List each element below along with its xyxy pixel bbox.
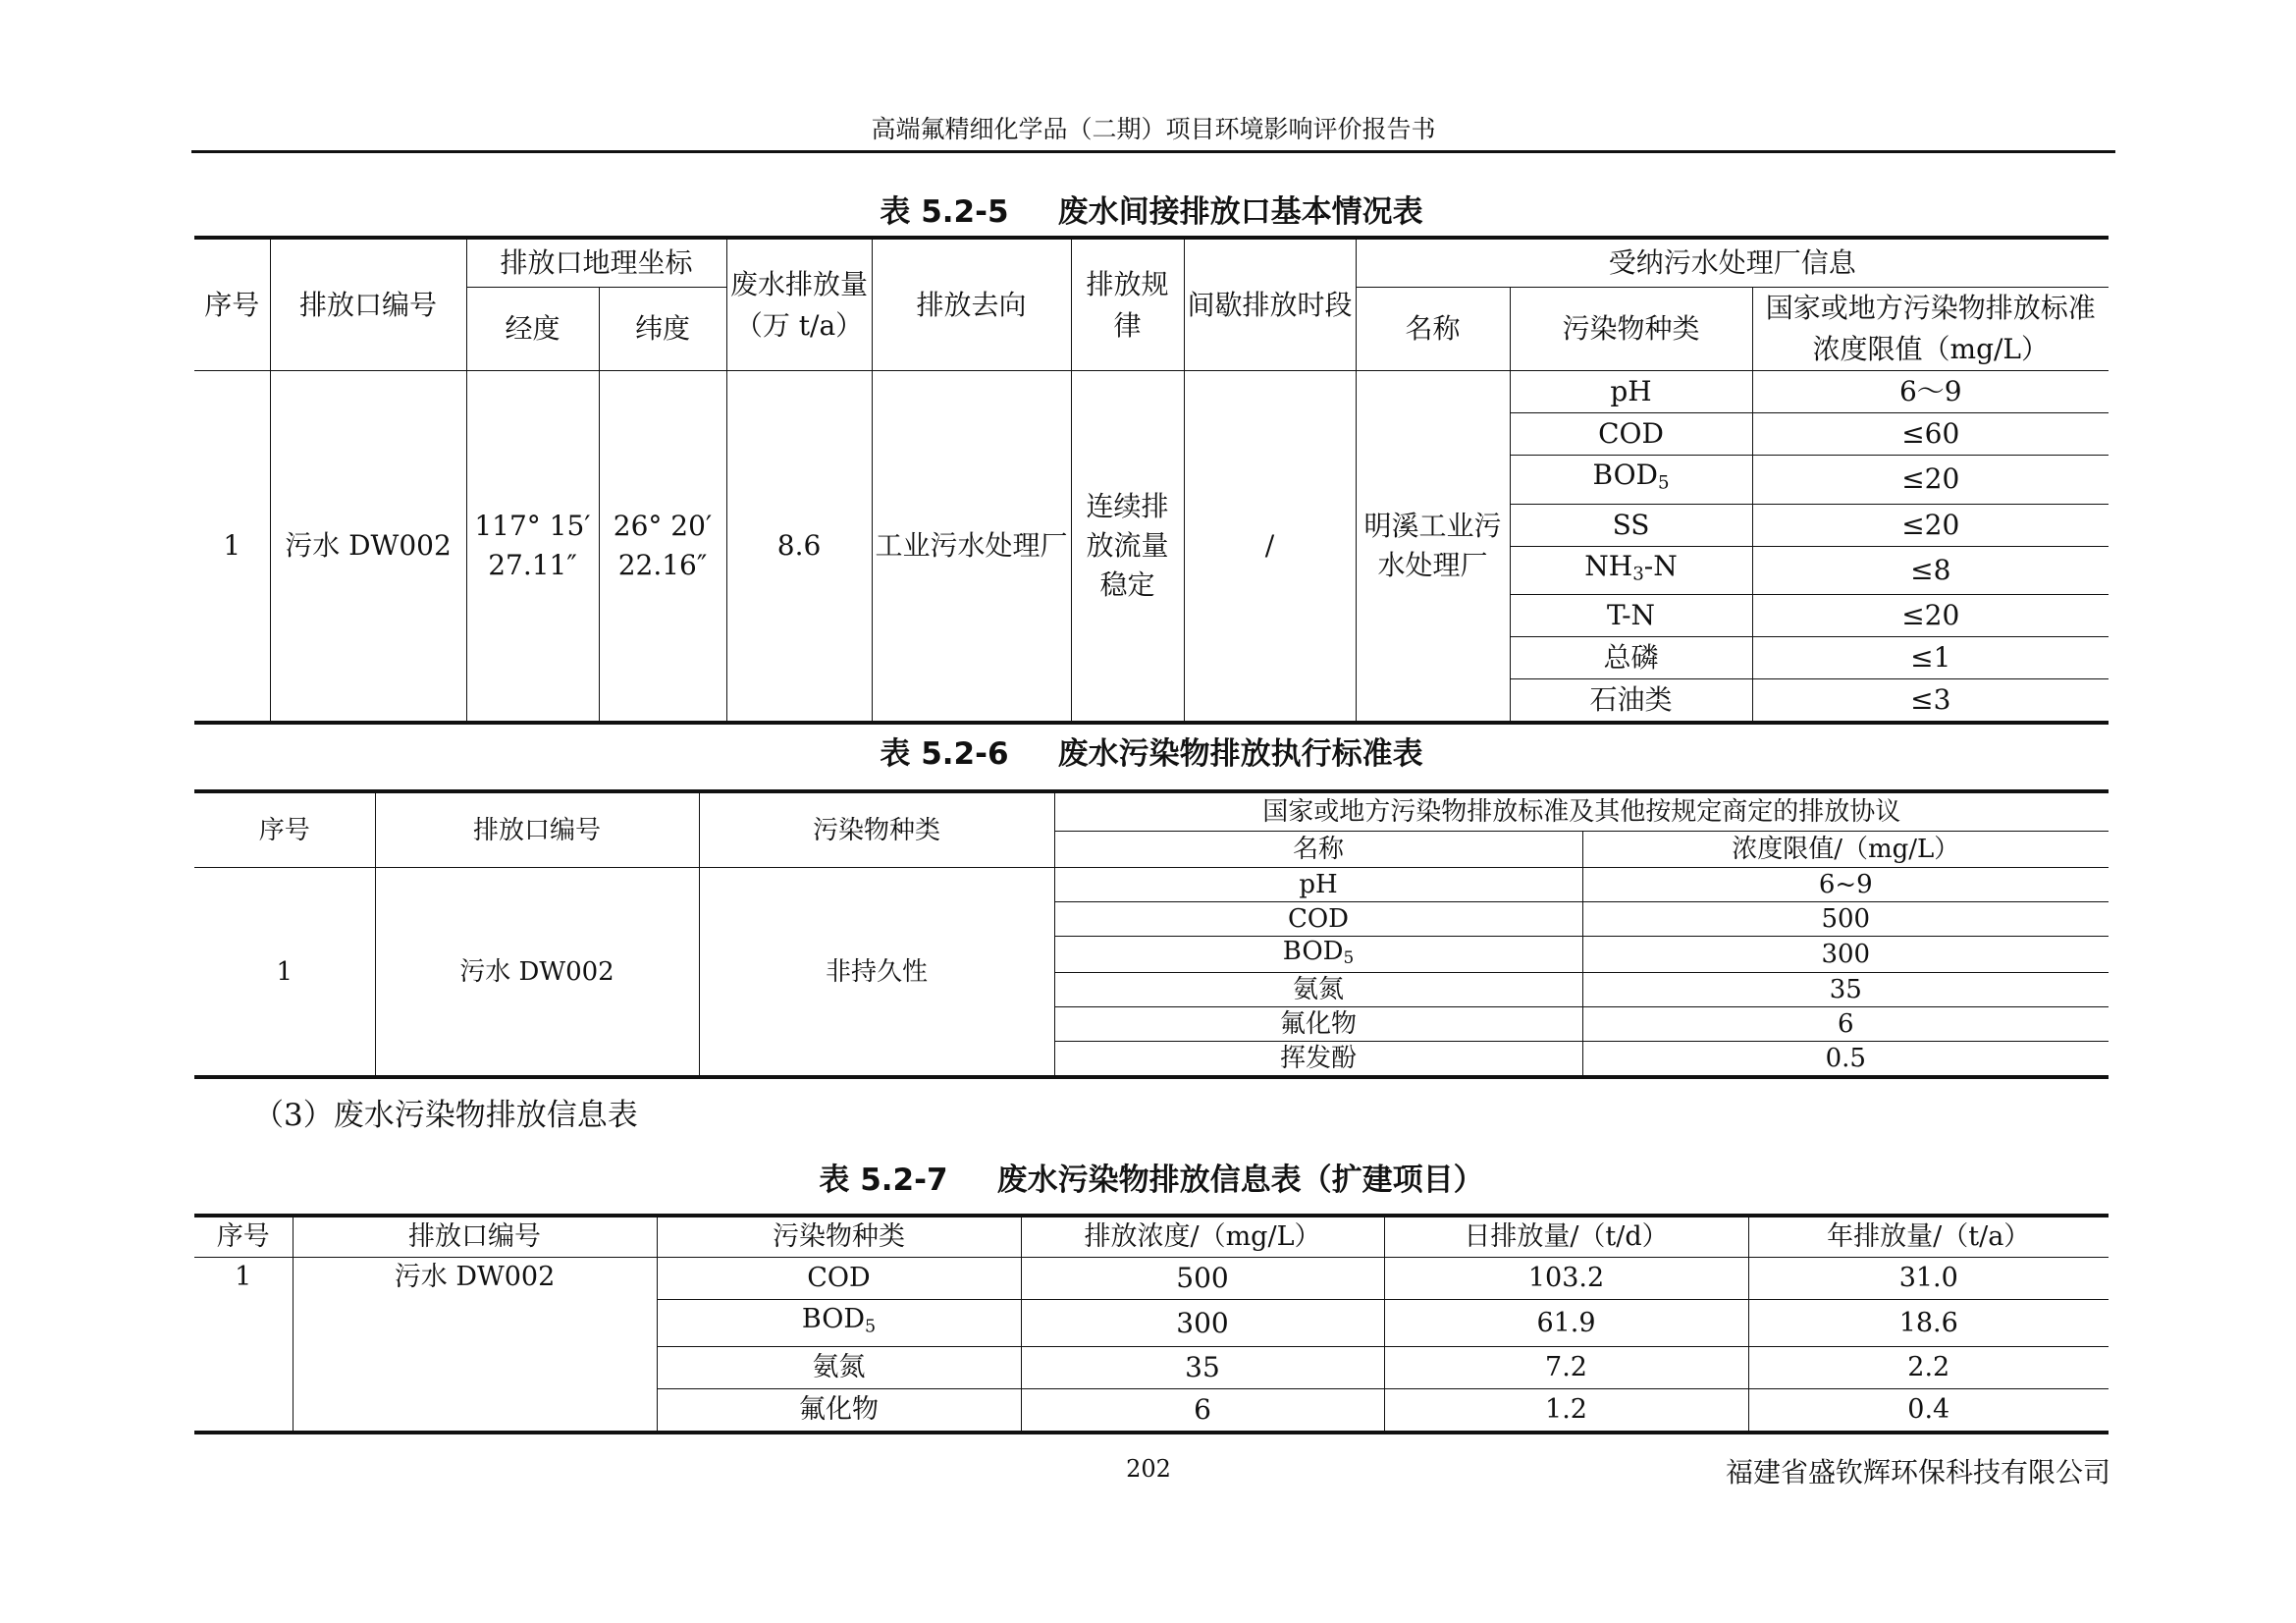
- header-pollutant: 污染物种类: [1510, 288, 1752, 371]
- header-intermittent: 间歇排放时段: [1184, 238, 1356, 371]
- cell-daily: 1.2: [1384, 1389, 1748, 1434]
- header-volume: 废水排放量（万 t/a）: [726, 238, 872, 371]
- header-pollutant-type: 污染物种类: [699, 791, 1054, 868]
- cell-limit: 500: [1582, 902, 2109, 937]
- header-longitude: 经度: [466, 288, 599, 371]
- table3-caption-number: 表 5.2-7: [819, 1163, 948, 1198]
- cell-pollutant: 总磷: [1510, 637, 1752, 679]
- cell-pollutant: COD: [657, 1258, 1021, 1300]
- cell-pollutant: COD: [1510, 413, 1752, 456]
- cell-annual: 0.4: [1748, 1389, 2109, 1434]
- cell-pollutant: SS: [1510, 504, 1752, 546]
- table1-caption: [194, 192, 2109, 232]
- cell-limit: ≤60: [1752, 413, 2109, 456]
- cell-annual: 18.6: [1748, 1300, 2109, 1347]
- table3-caption-title: 废水污染物排放信息表（扩建项目）: [996, 1163, 1484, 1198]
- header-limit: 浓度限值/（mg/L）: [1582, 832, 2109, 868]
- header-seq: 序号: [194, 238, 270, 371]
- cell-pollutant: $BOD_5$: [657, 1300, 1021, 1347]
- table2-caption: [194, 734, 2109, 774]
- header-coords: 排放口地理坐标: [466, 238, 726, 288]
- header-outlet-id: 排放口编号: [293, 1216, 657, 1258]
- cell-name: 氨氮: [1054, 973, 1582, 1007]
- cell-limit: 6～9: [1752, 371, 2109, 413]
- cell-outlet-id: 污水 DW002: [293, 1258, 657, 1434]
- table-discharge-standard: [194, 789, 2109, 1079]
- cell-limit: 35: [1582, 973, 2109, 1007]
- cell-pollutant-type: 非持久性: [699, 868, 1054, 1078]
- cell-annual: 31.0: [1748, 1258, 2109, 1300]
- cell-limit: ≤20: [1752, 456, 2109, 505]
- cell-annual: 2.2: [1748, 1347, 2109, 1389]
- table1-caption-title: 废水间接排放口基本情况表: [1057, 194, 1423, 230]
- cell-concentration: 300: [1021, 1300, 1384, 1347]
- cell-limit: ≤20: [1752, 504, 2109, 546]
- cell-plant-name: 明溪工业污水处理厂: [1356, 371, 1510, 724]
- cell-seq: 1: [194, 371, 270, 724]
- header-pattern: 排放规律: [1071, 238, 1184, 371]
- cell-limit: 6: [1582, 1007, 2109, 1042]
- header-plant-info: 受纳污水处理厂信息: [1356, 238, 2109, 288]
- cell-daily: 7.2: [1384, 1347, 1748, 1389]
- cell-pattern: 连续排放流量稳定: [1071, 371, 1184, 724]
- header-concentration: 排放浓度/（mg/L）: [1021, 1216, 1384, 1258]
- cell-pollutant: $BOD_5$: [1510, 456, 1752, 505]
- header-name: 名称: [1054, 832, 1582, 868]
- page-number: 202: [1126, 1455, 1171, 1483]
- header-seq: 序号: [194, 791, 375, 868]
- header-outlet-id: 排放口编号: [375, 791, 699, 868]
- cell-seq: 1: [194, 1258, 293, 1434]
- cell-limit: ≤8: [1752, 546, 2109, 595]
- cell-limit: ≤20: [1752, 595, 2109, 637]
- cell-volume: 8.6: [726, 371, 872, 724]
- header-destination: 排放去向: [872, 238, 1071, 371]
- cell-seq: 1: [194, 868, 375, 1078]
- section-heading-3: （3）废水污染物排放信息表: [253, 1098, 638, 1133]
- cell-pollutant: 氟化物: [657, 1389, 1021, 1434]
- header-standard: 国家或地方污染物排放标准浓度限值（mg/L）: [1752, 288, 2109, 371]
- table2-caption-number: 表 5.2-6: [880, 736, 1009, 772]
- header-latitude: 纬度: [599, 288, 726, 371]
- cell-name: $BOD_5$: [1054, 937, 1582, 973]
- header-outlet-id: 排放口编号: [270, 238, 466, 371]
- header-standard-group: 国家或地方污染物排放标准及其他按规定商定的排放协议: [1054, 791, 2109, 832]
- cell-pollutant: 氨氮: [657, 1347, 1021, 1389]
- cell-latitude: 26° 20′ 22.16″: [599, 371, 726, 724]
- table3-caption: [194, 1161, 2109, 1200]
- cell-concentration: 6: [1021, 1389, 1384, 1434]
- cell-name: pH: [1054, 868, 1582, 902]
- table-wastewater-outlet-info: [194, 236, 2109, 725]
- page-header-title: 高端氟精细化学品（二期）项目环境影响评价报告书: [871, 115, 1436, 143]
- cell-outlet-id: 污水 DW002: [270, 371, 466, 724]
- cell-limit: 0.5: [1582, 1042, 2109, 1078]
- cell-longitude: 117° 15′ 27.11″: [466, 371, 599, 724]
- cell-pollutant: T-N: [1510, 595, 1752, 637]
- cell-outlet-id: 污水 DW002: [375, 868, 699, 1078]
- cell-limit: ≤3: [1752, 679, 2109, 724]
- header-plant-name: 名称: [1356, 288, 1510, 371]
- cell-limit: ≤1: [1752, 637, 2109, 679]
- header-rule: [191, 150, 2115, 153]
- cell-limit: 6~9: [1582, 868, 2109, 902]
- header-seq: 序号: [194, 1216, 293, 1258]
- cell-concentration: 500: [1021, 1258, 1384, 1300]
- cell-concentration: 35: [1021, 1347, 1384, 1389]
- cell-pollutant: $NH_3-N$: [1510, 546, 1752, 595]
- cell-daily: 103.2: [1384, 1258, 1748, 1300]
- cell-intermittent: /: [1184, 371, 1356, 724]
- cell-pollutant: pH: [1510, 371, 1752, 413]
- cell-daily: 61.9: [1384, 1300, 1748, 1347]
- cell-name: 氟化物: [1054, 1007, 1582, 1042]
- table-discharge-info: [194, 1214, 2109, 1434]
- cell-name: COD: [1054, 902, 1582, 937]
- cell-name: 挥发酚: [1054, 1042, 1582, 1078]
- cell-destination: 工业污水处理厂: [872, 371, 1071, 724]
- header-annual: 年排放量/（t/a）: [1748, 1216, 2109, 1258]
- table1-caption-number: 表 5.2-5: [880, 194, 1009, 230]
- table2-caption-title: 废水污染物排放执行标准表: [1057, 736, 1423, 772]
- cell-limit: 300: [1582, 937, 2109, 973]
- footer-company: 福建省盛钦辉环保科技有限公司: [1725, 1456, 2110, 1488]
- header-pollutant: 污染物种类: [657, 1216, 1021, 1258]
- cell-pollutant: 石油类: [1510, 679, 1752, 724]
- header-daily: 日排放量/（t/d）: [1384, 1216, 1748, 1258]
